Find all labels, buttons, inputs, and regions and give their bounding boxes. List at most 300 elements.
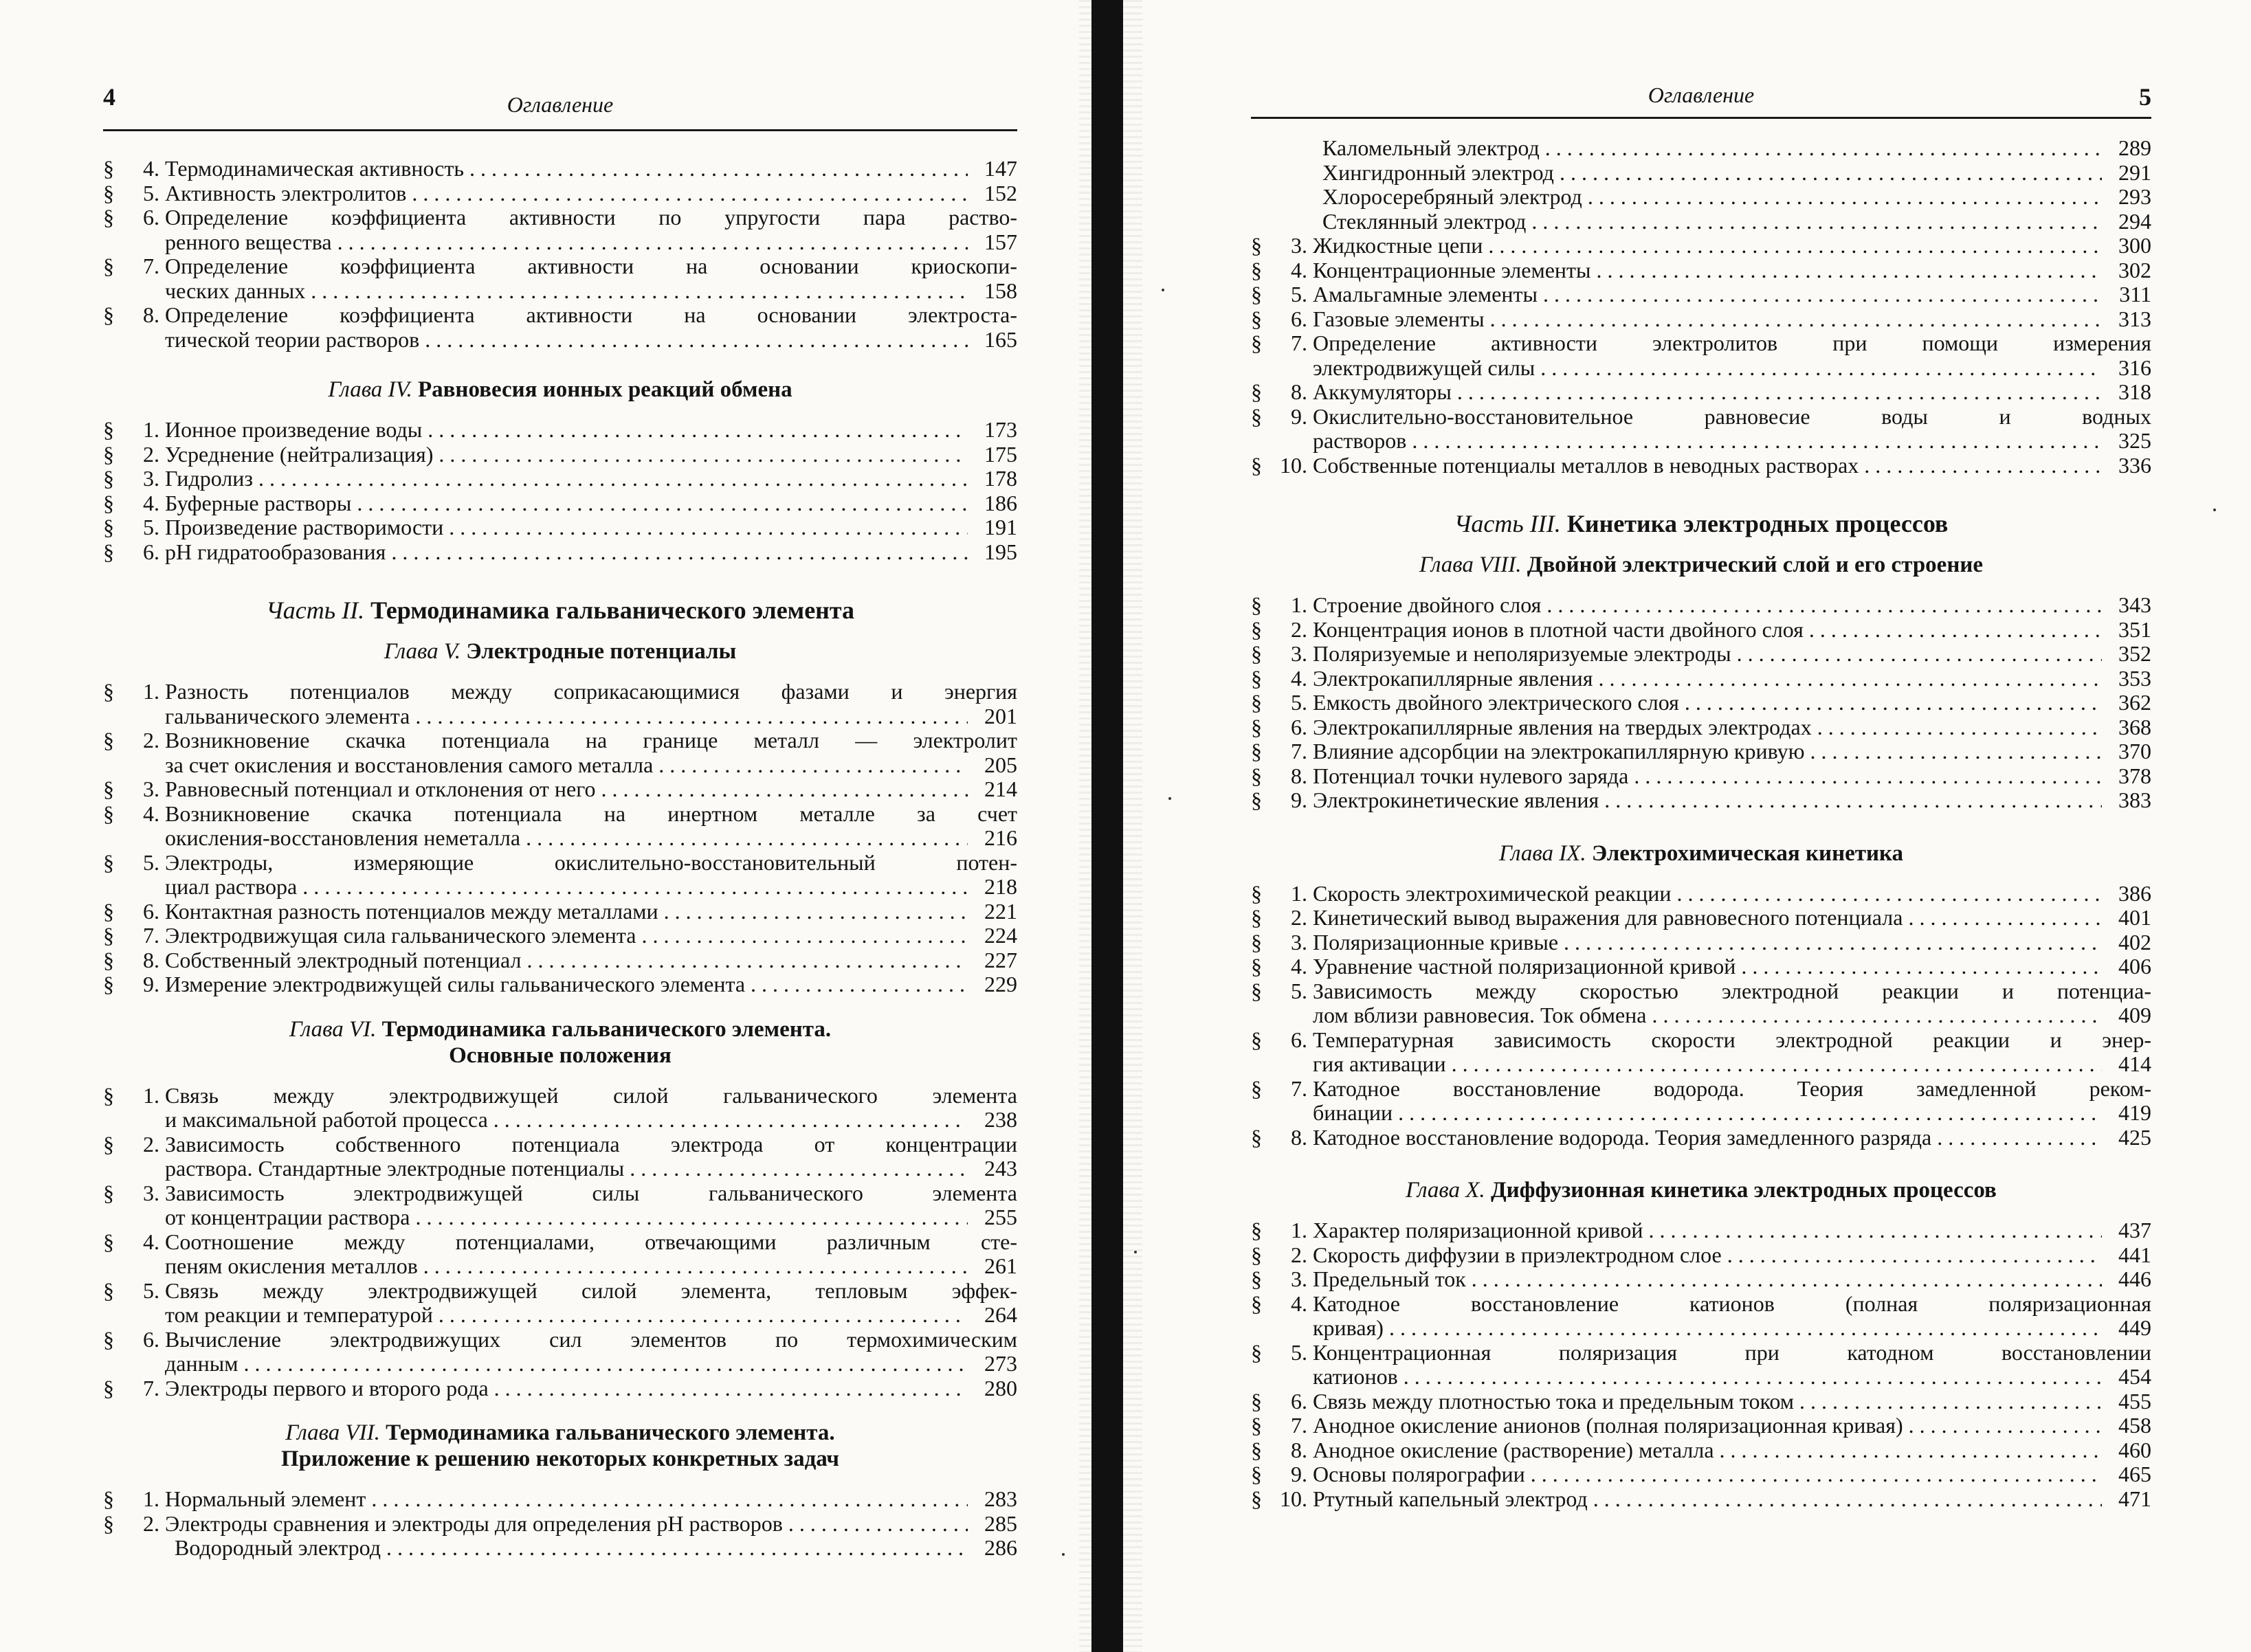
entry-number: 3. [143, 777, 159, 801]
entry-title-line: Определение активности электролитов при помощи измерения [1313, 331, 2151, 355]
entry-text [1313, 1341, 2151, 1389]
entry-title-leader: окисления-восстановления неметалла . . . [165, 826, 968, 851]
page-ref: 195 [984, 539, 1017, 564]
entry-text [1313, 788, 2151, 813]
page-ref: 446 [2118, 1266, 2151, 1291]
entry-text [165, 181, 1017, 206]
entry-number: 1. [143, 417, 159, 442]
toc-entry [103, 181, 1017, 206]
entry-line [1313, 739, 2151, 764]
entry-text [1313, 739, 2151, 764]
chapter-heading [103, 1016, 1017, 1069]
section-sign: § [1251, 1124, 1262, 1150]
toc-entry [1251, 454, 2151, 478]
entry-text [165, 924, 1017, 948]
entry-number: 3. [1291, 641, 1307, 666]
entry-number: 7. [1291, 739, 1307, 763]
entry-line [1322, 210, 2151, 234]
entry-line [165, 230, 1017, 255]
entry-text [1313, 210, 2151, 234]
page-ref: 221 [984, 898, 1017, 924]
entry-number: 4. [143, 156, 159, 181]
entry-number: 2. [1291, 905, 1307, 930]
entry-title-line: Электроды, измеряющие окислительно-восстановительный потен- [165, 850, 1017, 875]
entry-text [1313, 1389, 2151, 1414]
print-speck [1162, 289, 1164, 291]
entry-number: 6. [1291, 714, 1307, 739]
section-sign: § [1251, 379, 1262, 404]
part-label: Часть III. [1454, 510, 1561, 537]
entry-text [165, 254, 1017, 303]
entry-line [1313, 788, 2151, 813]
entry-text [165, 1512, 1017, 1537]
entry-title-leader: Хлоросеребряный электрод . . . [1322, 185, 2102, 210]
page-ref: 449 [2118, 1315, 2151, 1340]
entry-text [1313, 161, 2151, 186]
print-speck [2213, 509, 2216, 511]
entry-number: 5. [1291, 1339, 1307, 1365]
entry-number [1274, 185, 1313, 210]
entry-line [165, 467, 1017, 491]
entry-line [1313, 906, 2151, 930]
toc-entry [1251, 691, 2151, 715]
page-ref: 205 [984, 752, 1017, 777]
entry-line [165, 491, 1017, 516]
entry-number: 10. [1280, 452, 1307, 478]
part-label: Часть II. [265, 596, 365, 624]
entry-title-leader: Потенциал точки нулевого заряда . . . [1313, 764, 2102, 789]
entry-text [165, 777, 1017, 802]
entry-title-leader: Анодное окисление анионов (полная поляризационная кривая) . . . [1313, 1414, 2102, 1438]
entry-title-leader: Водородный электрод . . . [175, 1536, 968, 1561]
entry-number [1274, 136, 1313, 161]
entry-title-line: Зависимость между скоростью электродной реакции и потенциа- [1313, 979, 2151, 1003]
toc-entry [1251, 955, 2151, 979]
entry-text [1313, 691, 2151, 715]
entry-line [1313, 1003, 2151, 1028]
entry-text [1313, 1462, 2151, 1487]
toc-entry [1251, 1341, 2151, 1389]
entry-line [165, 1328, 1017, 1352]
page-ref: 302 [2118, 257, 2151, 282]
entry-text [165, 802, 1017, 851]
entry-line [1313, 882, 2151, 906]
toc-entry [1251, 1077, 2151, 1126]
entry-title-leader: данным . . . [165, 1352, 968, 1376]
chapter-label: Глава V. [384, 639, 461, 664]
entry-line [1313, 667, 2151, 691]
entry-line [1313, 405, 2151, 429]
toc-entry [103, 1279, 1017, 1328]
entry-text [1313, 667, 2151, 691]
entry-line [1313, 764, 2151, 789]
entry-text [1313, 1267, 2151, 1292]
toc-entries-ch6 [103, 1084, 1017, 1401]
right-page [1251, 0, 2151, 1652]
entry-line [1322, 185, 2151, 210]
page-ref: 191 [984, 515, 1017, 539]
entry-line [1313, 1126, 2151, 1150]
entry-line [1313, 593, 2151, 618]
entry-text [165, 1376, 1017, 1401]
entry-line [165, 753, 1017, 778]
entry-text [1313, 1438, 2151, 1463]
entry-number: 2. [1291, 1242, 1307, 1267]
page-ref: 216 [984, 825, 1017, 850]
page-ref: 224 [984, 923, 1017, 948]
entry-text [165, 491, 1017, 516]
entry-number: 4. [143, 1229, 159, 1254]
toc-entries-ch7-cont [1251, 136, 2151, 478]
entry-line [165, 924, 1017, 948]
entry-line [165, 157, 1017, 181]
section-sign: § [103, 490, 114, 515]
entry-line [1313, 979, 2151, 1004]
toc-entries-ch3 [103, 157, 1017, 352]
page-ref: 255 [984, 1205, 1017, 1229]
entry-title-leader: за счет окисления и восстановления самого металла . . . [165, 753, 968, 778]
toc-entry [103, 1230, 1017, 1279]
toc-entry [1251, 1414, 2151, 1438]
toc-entry [1251, 979, 2151, 1028]
entry-title-line: Возникновение скачка потенциала на инертном металле за счет [165, 801, 1017, 826]
entry-text [1313, 1126, 2151, 1150]
entry-text [1313, 185, 2151, 210]
entry-title-leader: ренного вещества . . . [165, 230, 968, 255]
entry-text [1313, 906, 2151, 930]
page-ref: 351 [2118, 616, 2151, 642]
page-ref: 455 [2118, 1388, 2151, 1414]
entry-title-leader: Электрокапиллярные явления на твердых электродах . . . [1313, 715, 2102, 740]
entry-text [1313, 1292, 2151, 1341]
chapter-heading [1251, 1177, 2151, 1203]
entry-line [1313, 930, 2151, 955]
entry-title-leader: Ртутный капельный электрод . . . [1313, 1487, 2102, 1512]
entry-line [165, 1303, 1017, 1328]
entry-title-leader: и максимальной работой процесса . . . [165, 1108, 968, 1132]
toc-entries-ch5 [103, 680, 1017, 997]
page-ref: 294 [2118, 208, 2151, 234]
toc-entry [1251, 258, 2151, 283]
entry-line [165, 704, 1017, 729]
entry-text [1313, 405, 2151, 454]
entry-line [165, 418, 1017, 443]
entry-number: 5. [1291, 690, 1307, 715]
entry-title-leader: Анодное окисление (растворение) металла . . . [1313, 1438, 2102, 1463]
entry-line [1322, 136, 2151, 161]
toc-entry [1251, 380, 2151, 405]
chapter-heading [1251, 840, 2151, 867]
entry-line [1313, 1316, 2151, 1341]
entry-number: 5. [143, 849, 159, 875]
entry-line [1313, 380, 2151, 405]
page-ref: 471 [2118, 1486, 2151, 1511]
left-page [103, 0, 1017, 1652]
entry-text [1313, 930, 2151, 955]
entry-number: 8. [1291, 763, 1307, 788]
entry-title-leader: Электроды сравнения и электроды для определения pH растворов . . . [165, 1512, 968, 1537]
page-ref: 402 [2118, 929, 2151, 955]
section-sign: § [103, 972, 114, 996]
toc-entry [1251, 161, 2151, 186]
entry-title-leader: Стеклянный электрод . . . [1322, 210, 2102, 234]
entry-text [1313, 593, 2151, 618]
entry-line [165, 1279, 1017, 1304]
entry-number: 8. [143, 947, 159, 972]
toc-entry [1251, 210, 2151, 234]
entry-title-leader: Характер поляризационной кривой . . . [1313, 1218, 2102, 1243]
entry-title-leader: Хингидронный электрод . . . [1322, 161, 2102, 186]
entry-text [1313, 955, 2151, 979]
part-title: Кинетика электродных процессов [1566, 510, 1949, 537]
entry-text [1313, 234, 2151, 258]
entry-line [165, 948, 1017, 973]
chapter-subtitle: Приложение к решению некоторых конкретных задач [280, 1447, 840, 1471]
entry-text [1313, 454, 2151, 478]
page-ref: 386 [2118, 880, 2151, 906]
entry-line [165, 1157, 1017, 1181]
entry-title-line: Определение коэффициента активности на основании криоскопи- [165, 254, 1017, 278]
entry-title-leader: том реакции и температурой . . . [165, 1303, 968, 1328]
chapter-label: Глава IV. [328, 377, 412, 402]
toc-entry [1251, 906, 2151, 930]
entry-number: 6. [1291, 1388, 1307, 1414]
entry-title-leader: Гидролиз . . . [165, 467, 968, 491]
entry-line [1313, 1052, 2151, 1077]
entry-title-leader: pH гидратообразования . . . [165, 540, 968, 565]
page-ref: 285 [984, 1510, 1017, 1536]
page-ref: 343 [2118, 592, 2151, 617]
entry-title-line: Разность потенциалов между соприкасающимися фазами и энергия [165, 680, 1017, 704]
entry-title-leader: Электрокапиллярные явления . . . [1313, 667, 2102, 691]
entry-title-leader: Контактная разность потенциалов между металлами . . . [165, 900, 968, 924]
entry-text [165, 1279, 1017, 1328]
entry-line [1313, 234, 2151, 258]
page-ref: 378 [2118, 763, 2151, 788]
toc-entry [1251, 136, 2151, 161]
toc-entry [1251, 185, 2151, 210]
entry-line [165, 205, 1017, 230]
entry-line [1313, 454, 2151, 478]
chapter-title: Электрохимическая кинетика [1591, 840, 1903, 866]
entry-title-leader: Кинетический вывод выражения для равновесного потенциала . . . [1313, 906, 2102, 930]
entry-text [165, 1536, 1017, 1561]
section-sign: § [1251, 616, 1262, 642]
print-speck [1134, 1251, 1137, 1253]
entry-title-leader: Произведение растворимости . . . [165, 515, 968, 540]
toc-entry [1251, 642, 2151, 667]
entry-number: 8. [143, 302, 159, 327]
entry-number: 5. [143, 515, 159, 539]
entry-line [165, 303, 1017, 328]
entry-line [165, 181, 1017, 206]
chapter-heading [103, 638, 1017, 665]
section-sign: § [103, 898, 114, 924]
entry-number: 3. [143, 466, 159, 491]
page-ref: 401 [2118, 905, 2151, 930]
chapter-label: Глава VII. [285, 1420, 380, 1445]
entry-title-leader: Собственные потенциалы металлов в неводных растворах . . . [1313, 454, 2102, 478]
toc-entry [1251, 1438, 2151, 1463]
toc-entry [1251, 234, 2151, 258]
entry-title-line: Температурная зависимость скорости электродной реакции и энер- [1313, 1027, 2151, 1052]
entry-title-leader: тической теории растворов . . . [165, 328, 968, 353]
entry-line [1313, 1487, 2151, 1512]
entry-text [1313, 1218, 2151, 1243]
section-sign: § [1251, 1462, 1262, 1486]
toc-entry [1251, 715, 2151, 740]
entry-text [1313, 307, 2151, 332]
entry-line [1313, 1218, 2151, 1243]
page-ref: 261 [984, 1253, 1017, 1278]
chapter-label: Глава VI. [289, 1016, 377, 1042]
entry-title-line: Связь между электродвижущей силой элемента, тепловым эффек- [165, 1278, 1017, 1303]
toc-entry [1251, 788, 2151, 813]
section-sign: § [1251, 788, 1262, 812]
entry-title-line: Соотношение между потенциалами, отвечающими различным сте- [165, 1229, 1017, 1254]
entry-line [165, 972, 1017, 997]
section-sign: § [103, 1486, 114, 1511]
page-ref: 409 [2118, 1003, 2151, 1027]
page-ref: 300 [2118, 233, 2151, 258]
toc-entry [103, 948, 1017, 973]
entry-title-leader: электродвижущей силы . . . [1313, 356, 2102, 381]
section-sign: § [1251, 1486, 1262, 1511]
entry-number: 3. [143, 1180, 159, 1205]
entry-number: 4. [1291, 257, 1307, 282]
chapter-heading [103, 377, 1017, 403]
section-sign [1251, 210, 1274, 234]
entry-line [165, 900, 1017, 924]
entry-text [1313, 380, 2151, 405]
section-sign: § [1251, 403, 1262, 429]
entry-text [165, 972, 1017, 997]
page-number: 5 [2139, 83, 2151, 111]
toc-entry [1251, 739, 2151, 764]
part-title: Термодинамика гальванического элемента [370, 596, 855, 624]
section-sign: § [1251, 1339, 1262, 1365]
toc-entry [103, 157, 1017, 181]
entry-number: 6. [143, 1326, 159, 1352]
entry-number: 5. [143, 1277, 159, 1303]
entry-text [1313, 1414, 2151, 1438]
header-rule [1251, 117, 2151, 119]
entry-number: 10. [1280, 1486, 1307, 1511]
toc-entry [103, 205, 1017, 254]
entry-line [1313, 1414, 2151, 1438]
entry-title-line: Определение коэффициента активности на основании электроста- [165, 303, 1017, 327]
entry-number: 7. [1291, 331, 1307, 355]
entry-number: 3. [1291, 233, 1307, 258]
page-number: 4 [103, 83, 115, 111]
entry-line [165, 826, 1017, 851]
entry-text [165, 680, 1017, 728]
page-ref: 273 [984, 1351, 1017, 1376]
entry-number: 3. [1291, 929, 1307, 955]
toc-entry [103, 777, 1017, 802]
chapter-title: Равновесия ионных реакций обмена [417, 377, 792, 402]
page-ref: 383 [2118, 788, 2151, 812]
entry-text [165, 303, 1017, 352]
entry-text [1313, 136, 2151, 161]
toc-entry [103, 1328, 1017, 1376]
entry-text [165, 851, 1017, 900]
section-sign: § [103, 679, 114, 704]
entry-title-leader: Концентрация ионов в плотной части двойного слоя . . . [1313, 618, 2102, 643]
page-ref: 165 [984, 326, 1017, 352]
toc-content [103, 157, 1017, 1561]
entry-line [165, 728, 1017, 753]
toc-entry [103, 728, 1017, 777]
page-ref: 454 [2118, 1364, 2151, 1389]
entry-text [165, 1132, 1017, 1181]
page-ref: 238 [984, 1107, 1017, 1132]
page-ref: 152 [984, 180, 1017, 205]
toc-entries-ch7 [103, 1487, 1017, 1561]
toc-entry [103, 540, 1017, 565]
entry-text [1313, 764, 2151, 789]
page-ref: 175 [984, 441, 1017, 467]
entry-title-leader: Связь между плотностью тока и предельным током . . . [1313, 1389, 2102, 1414]
entry-title-line: Зависимость электродвижущей силы гальванического элемента [165, 1181, 1017, 1205]
entry-number: 3. [1291, 1266, 1307, 1291]
running-head: Оглавление [507, 92, 614, 117]
entry-title-leader: Скорость диффузии в приэлектродном слое . . . [1313, 1243, 2102, 1268]
section-sign: § [1251, 331, 1262, 355]
page-ref: 352 [2118, 641, 2151, 666]
toc-entry [103, 491, 1017, 516]
entry-line [165, 851, 1017, 875]
entry-title-leader: Измерение электродвижущей силы гальванического элемента . . . [165, 972, 968, 997]
page-ref: 280 [984, 1375, 1017, 1400]
toc-entry [1251, 1487, 2151, 1512]
entry-number: 6. [143, 539, 159, 564]
entry-line [165, 1132, 1017, 1157]
page-ref: 311 [2119, 282, 2151, 306]
section-sign: § [1251, 282, 1262, 306]
toc-entries-ch10 [1251, 1218, 2151, 1511]
entry-line [1313, 955, 2151, 979]
entry-title-leader: Емкость двойного электрического слоя . . . [1313, 691, 2102, 715]
section-sign: § [1251, 1242, 1262, 1267]
section-sign: § [103, 156, 114, 181]
entry-number [1274, 161, 1313, 186]
entry-title-leader: кривая) . . . [1313, 1316, 2102, 1341]
entry-text [1313, 979, 2151, 1028]
entry-number: 4. [143, 490, 159, 515]
entry-title-leader: ческих данных . . . [165, 279, 968, 304]
section-sign: § [1251, 1266, 1262, 1291]
section-sign: § [1251, 954, 1262, 979]
toc-entry [103, 254, 1017, 303]
entry-number: 7. [143, 923, 159, 948]
section-sign: § [103, 302, 114, 327]
entry-line [1313, 1028, 2151, 1053]
section-sign: § [1251, 1413, 1262, 1438]
entry-title-leader: гальванического элемента . . . [165, 704, 968, 729]
toc-entry [1251, 618, 2151, 643]
section-sign: § [103, 539, 114, 564]
entry-text [1313, 715, 2151, 740]
entry-number: 9. [1291, 1462, 1307, 1486]
entry-title-line: Концентрационная поляризация при катодном восстановлении [1313, 1340, 2151, 1365]
section-sign: § [1251, 1218, 1262, 1242]
entry-line [1313, 1389, 2151, 1414]
page-ref: 368 [2118, 714, 2151, 739]
entry-title-leader: Ионное произведение воды . . . [165, 418, 968, 443]
section-sign: § [103, 923, 114, 948]
entry-title-leader: Равновесный потенциал и отклонения от него . . . [165, 777, 968, 802]
